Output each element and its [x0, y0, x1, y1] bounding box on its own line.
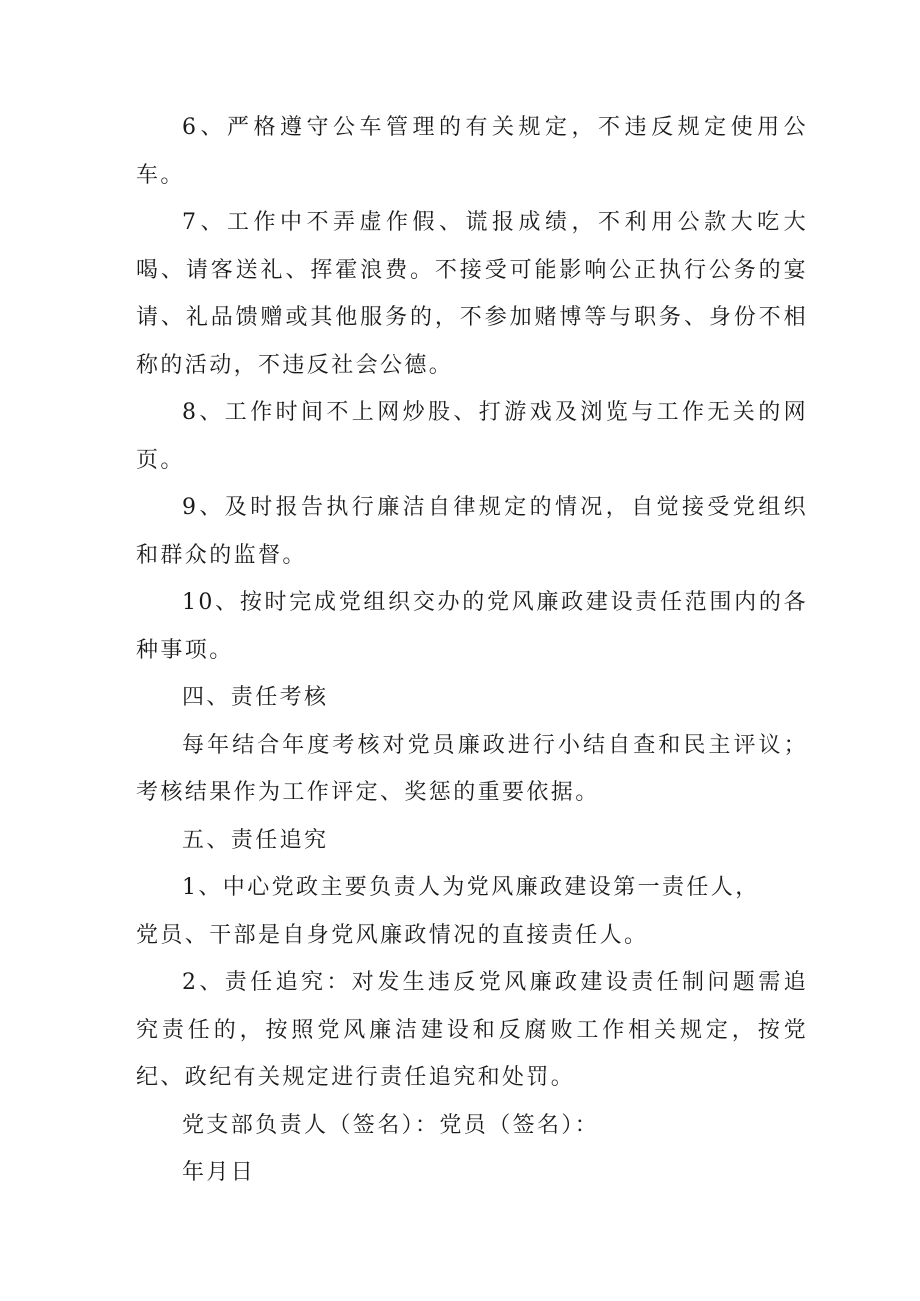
paragraph-accountability-2: 2、责任追究：对发生违反党风廉政建设责任制问题需追究责任的，按照党风廉洁建设和反腐败工作相关规定，按党纪、政纪有关规定进行责任追究和处罚。: [136, 970, 808, 1090]
paragraph-item-9: 9、及时报告执行廉洁自律规定的情况，自觉接受党组织和群众的监督。: [136, 495, 808, 568]
signature-line: 党支部负责人（签名）：党员（签名）：: [182, 1112, 600, 1138]
section-heading-accountability: 五、责任追究: [182, 827, 329, 853]
paragraph-item-6: 6、严格遵守公车管理的有关规定，不违反规定使用公车。: [136, 115, 808, 188]
paragraph-item-8: 8、工作时间不上网炒股、打游戏及浏览与工作无关的网页。: [136, 400, 808, 473]
paragraph-item-7: 7、工作中不弄虚作假、谎报成绩，不利用公款大吃大喝、请客送礼、挥霍浪费。不接受可能影响公正执行公务的宴请、礼品馈赠或其他服务的，不参加赌博等与职务、身份不相称的活动，不违反社会公德。: [136, 210, 808, 378]
paragraph-accountability-1: 1、中心党政主要负责人为党风廉政建设第一责任人，: [182, 875, 760, 900]
date-line: 年月日: [182, 1160, 256, 1185]
paragraph-assessment: 每年结合年度考核对党员廉政进行小结自查和民主评议；考核结果作为工作评定、奖惩的重要依据。: [136, 732, 808, 805]
paragraph-item-10: 10、按时完成党组织交办的党风廉政建设责任范围内的各种事项。: [136, 590, 808, 663]
paragraph-accountability-1-cont: 党员、干部是自身党风廉政情况的直接责任人。: [136, 922, 649, 948]
document-body: [136, 104, 808, 1197]
section-heading-assessment: 四、责任考核: [182, 685, 329, 710]
